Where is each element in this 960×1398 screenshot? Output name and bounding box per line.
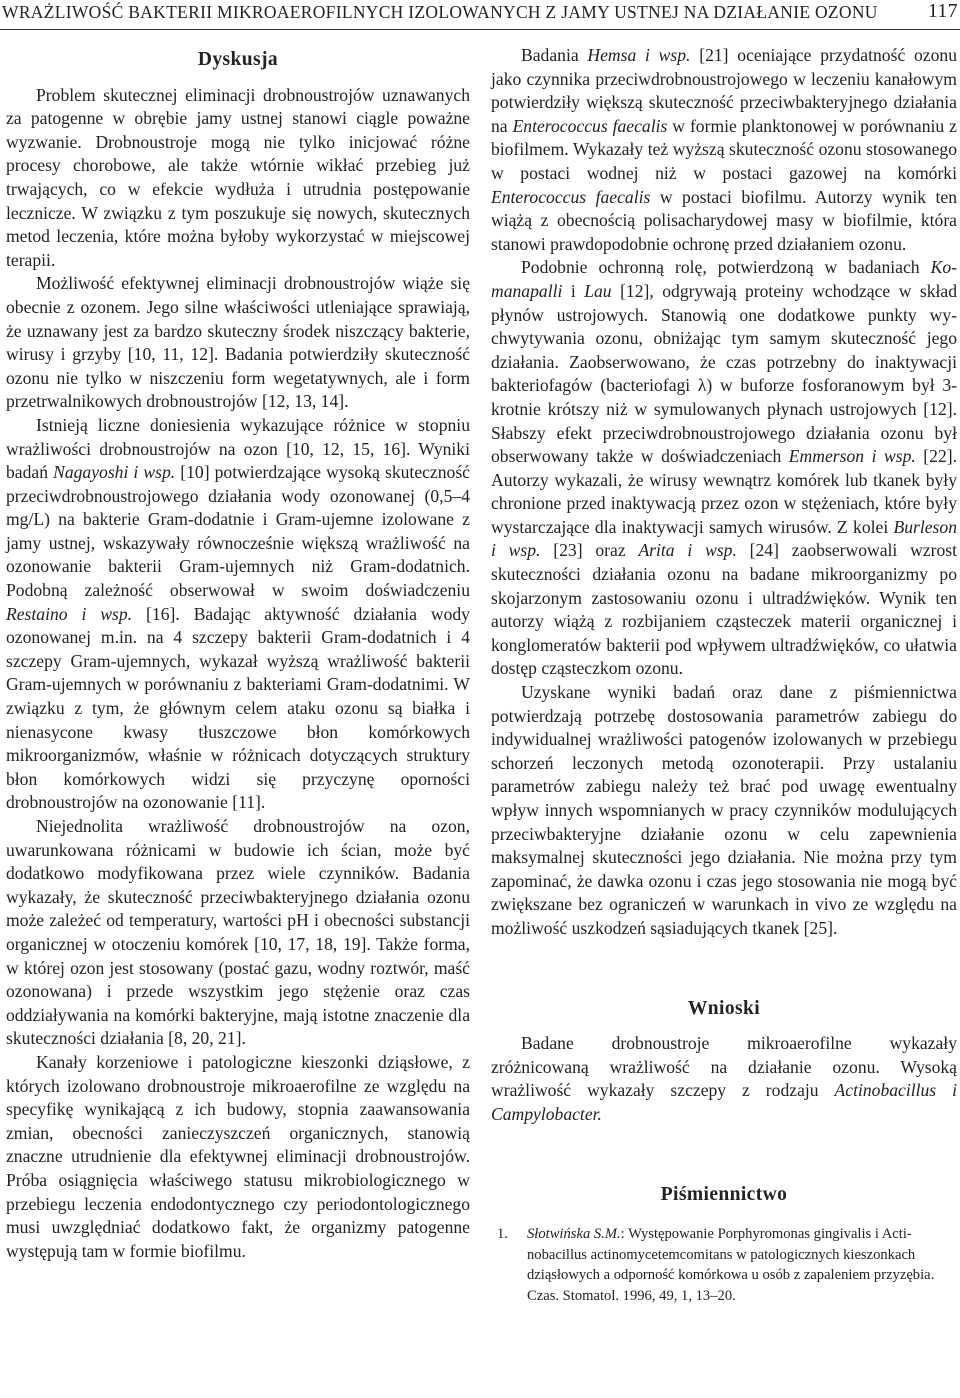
left-column (6, 44, 470, 1263)
conclusions-paragraph: Badane drobnoustroje mikroaerofilne wykazały zróżnicowaną wrażliwość na działanie ozonu. Wysoką wrażliwość wykazały szczepy z rodzaju Actinobacillus i Campylobacter. (491, 1033, 957, 1124)
discussion-paragraph: Możliwość efektywnej eliminacji drobnoustrojów wiąże się obecnie z ozonem. Jego silne właściwości utleniające sprawiają, że uznawany jest za bardzo skuteczny środek niszczący bakterie, wirusy i grzyby [10, 11, 12]. Badania potwierdziły skuteczność ozonu nie tylko w niszczeniu form wegetatywnych, ale i form przetrwalnikowych drobnoustrojów [12, 13, 14]. (6, 273, 470, 412)
reference-item (491, 1224, 957, 1306)
references-list (491, 1224, 957, 1306)
discussion-paragraph: Kanały korzeniowe i patologiczne kieszonki dziąsłowe, z których izolowano drobnoustroje mikroaerofilne ze względu na specyfikę wynikającą z ich budowy, stopnia zaawansowania zmian, obecności zanieczyszczeń organicznych, stanowią znaczne utrudnienie dla efektywnej eliminacji drobnoustrojów. Próba osiągnięcia właściwego statusu mikrobiologicznego w przebiegu leczenia endodontycznego czy periodontologicznego musi uwzględniać dodatkowo fakt, że organizmy patogenne występują tam w formie biofilmu. (6, 1051, 470, 1261)
discussion-paragraph: Podobnie ochronną rolę, potwierdzoną w badaniach Komanapalli i Lau [12], odgrywają proteiny wchodzące w skład płynów ustrojowych. Stanowią one dodatkowe punkty wychwytywania ozonu, obniżając tym samym skuteczność jego działania. Zaobserwowano, że czas potrzebny do inaktywacji bakteriofagów (bacteriofagi λ) w buforze fosforanowym był 3-krotnie krótszy niż w symulowanych płynach ustrojowych [12]. Słabszy efekt przeciwdrobnoustrojowego działania ozonu był obserwowany także w doświadczeniach Emmerson i wsp. [22]. Autorzy wykazali, że wirusy wewnątrz komórek lub tkanek były chronione przed inaktywacją przez ozon w stężeniach, które były wystarczające dla inaktywacji samych wirusów. Z kolei Burleson i wsp. [23] oraz Arita i wsp. [24] zaobserwowali wzrost skuteczności działania ozonu na badane mikroorganizmy po skojarzonym zastosowaniu ozonu i ultradźwięków. Wynik ten autorzy wiążą z rozbijaniem cząsteczek materii organicznej i konglomeratów bakterii pod wpływem ultradźwięków, co ułatwia dostęp cząsteczkom ozonu. (491, 257, 958, 679)
reference-text: Słotwińska S.M.: Występowanie Porphyromonas gingivalis i Actinobacillus actinomycetemcomitans w patologicznych kieszonkach dziąsłowych a odporność komórkowa u osób z zapaleniem przyzębia. Czas. Stomatol. 1996, 49, 1, 13–20. (527, 1226, 935, 1304)
discussion-heading: Dyskusja (197, 49, 279, 70)
discussion-paragraph: Badania Hemsa i wsp. [21] oceniające przydatność ozonu jako czynnika przeciwdrobnoustrojowego w leczeniu kanałowym potwierdziły większą skuteczność przeciwbakteryjnego działania na Enterococcus faecalis w formie planktonowej w porównaniu z biofilmem. Wykazały też wyższą skuteczność ozonu stosowanego w postaci wodnej niż w postaci gazowej na komórki Enterococcus faecalis w postaci biofilmu. Autorzy wynik ten wiążą z obecnością polisacharydowej masy w biofilmie, która stanowi prawdopodobnie ochronę przed działaniem ozonu. (491, 45, 958, 254)
discussion-paragraph: Problem skutecznej eliminacji drobnoustrojów uznawanych za patogenne w obrębie jamy ustnej stanowi ciągle poważne wyzwanie. Drobnoustroje mogą nie tylko inicjować różne procesy chorobowe, ale także wtórnie wikłać przebieg już trwających, co w efekcie wydłuża i utrudnia postępowanie lecznicze. W związku z tym poszukuje się nowych, skutecznych metod leczenia, które można byłoby wykorzystać w miejscowej terapii. (6, 84, 470, 270)
references-heading: Piśmiennictwo (660, 1183, 788, 1205)
page-number: 117 (927, 0, 958, 22)
discussion-paragraph: Niejednolita wrażliwość drobnoustrojów na ozon, uwarunkowana różnicami w budowie ich ścian, może być dodatkowo modyfikowana przez wiele czynników. Badania wykazały, że skuteczność przeciwbakteryjnego działania ozonu może zależeć od temperatury, wartości pH i obecności substancji organicznej w otoczeniu komórek [10, 17, 18, 19]. Także forma, w której ozon jest stosowany (postać gazu, wodny roztwór, maść ozonowana) i przede wszystkim jego stężenie oraz czas oddziaływania na komórki bakteryjne, mają istotne znaczenie dla skuteczności działania [8, 20, 21]. (6, 816, 470, 1049)
discussion-paragraph: Uzyskane wyniki badań oraz dane z piśmiennictwa potwierdzają potrzebę dostosowania parametrów zabiegu do indywidualnej wrażliwości patogenów izolowanych w przebiegu schorzeń leczonych metodą ozonoterapii. Przy ustalaniu parametrów zabiegu należy też brać pod uwagę ewentualny wpływ innych wspomnianych w pracy czynników modulujących przeciwbakteryjne działanie ozonu w celu zapewnienia maksymalnej skuteczności jego działania. Nie można przy tym zapominać, że dawka ozonu i czas jego stosowania nie mogą być zwiększane bez ograniczeń w warunkach in vivo ze względu na możliwość uszkodzeń sąsiadujących tkanek [25]. (491, 682, 957, 938)
running-title: WRAŻLIWOŚĆ BAKTERII MIKROAEROFILNYCH IZOLOWANYCH Z JAMY USTNEJ NA DZIAŁANIE OZONU (2, 2, 878, 22)
conclusions-heading: Wnioski (687, 997, 761, 1019)
reference-number: 1. (497, 1226, 508, 1243)
discussion-paragraph: Istnieją liczne doniesienia wykazujące różnice w stopniu wrażliwości drobnoustrojów na ozon [10, 12, 15, 16]. Wyniki badań Nagayoshi i wsp. [10] potwierdzające wysoką skuteczność przeciwdrobnoustrojowego działania wody ozonowanej (0,5–4 mg/L) na bakterie Gram-dodatnie i Gram-ujemne izolowane z jamy ustnej, wskazywały równocześnie większą wrażliwość na ozonowanie bakterii Gram-ujemnych niż Gram-dodatnich. Podobną zależność obserwował w swoim doświadczeniu Restaino i wsp. [16]. Badając aktywność działania wody ozonowanej m.in. na 4 szczepy bakterii Gram-dodatnich i 4 szczepy Gram-ujemnych, wykazał wyższą wrażliwość bakterii Gram-ujemnych w porównaniu z bakteriami Gram-dodatnimi. W związku z tym, że głównym celem ataku ozonu są białka i nienasycone kwasy tłuszczowe błon komórkowych mikroorganizmów, właśnie w różnicach dotyczących struktury błon komórkowych widzi się przyczynę oporności drobnoustrojów na ozonowanie [11]. (6, 414, 470, 813)
right-column (491, 44, 957, 1306)
running-header (0, 0, 960, 30)
